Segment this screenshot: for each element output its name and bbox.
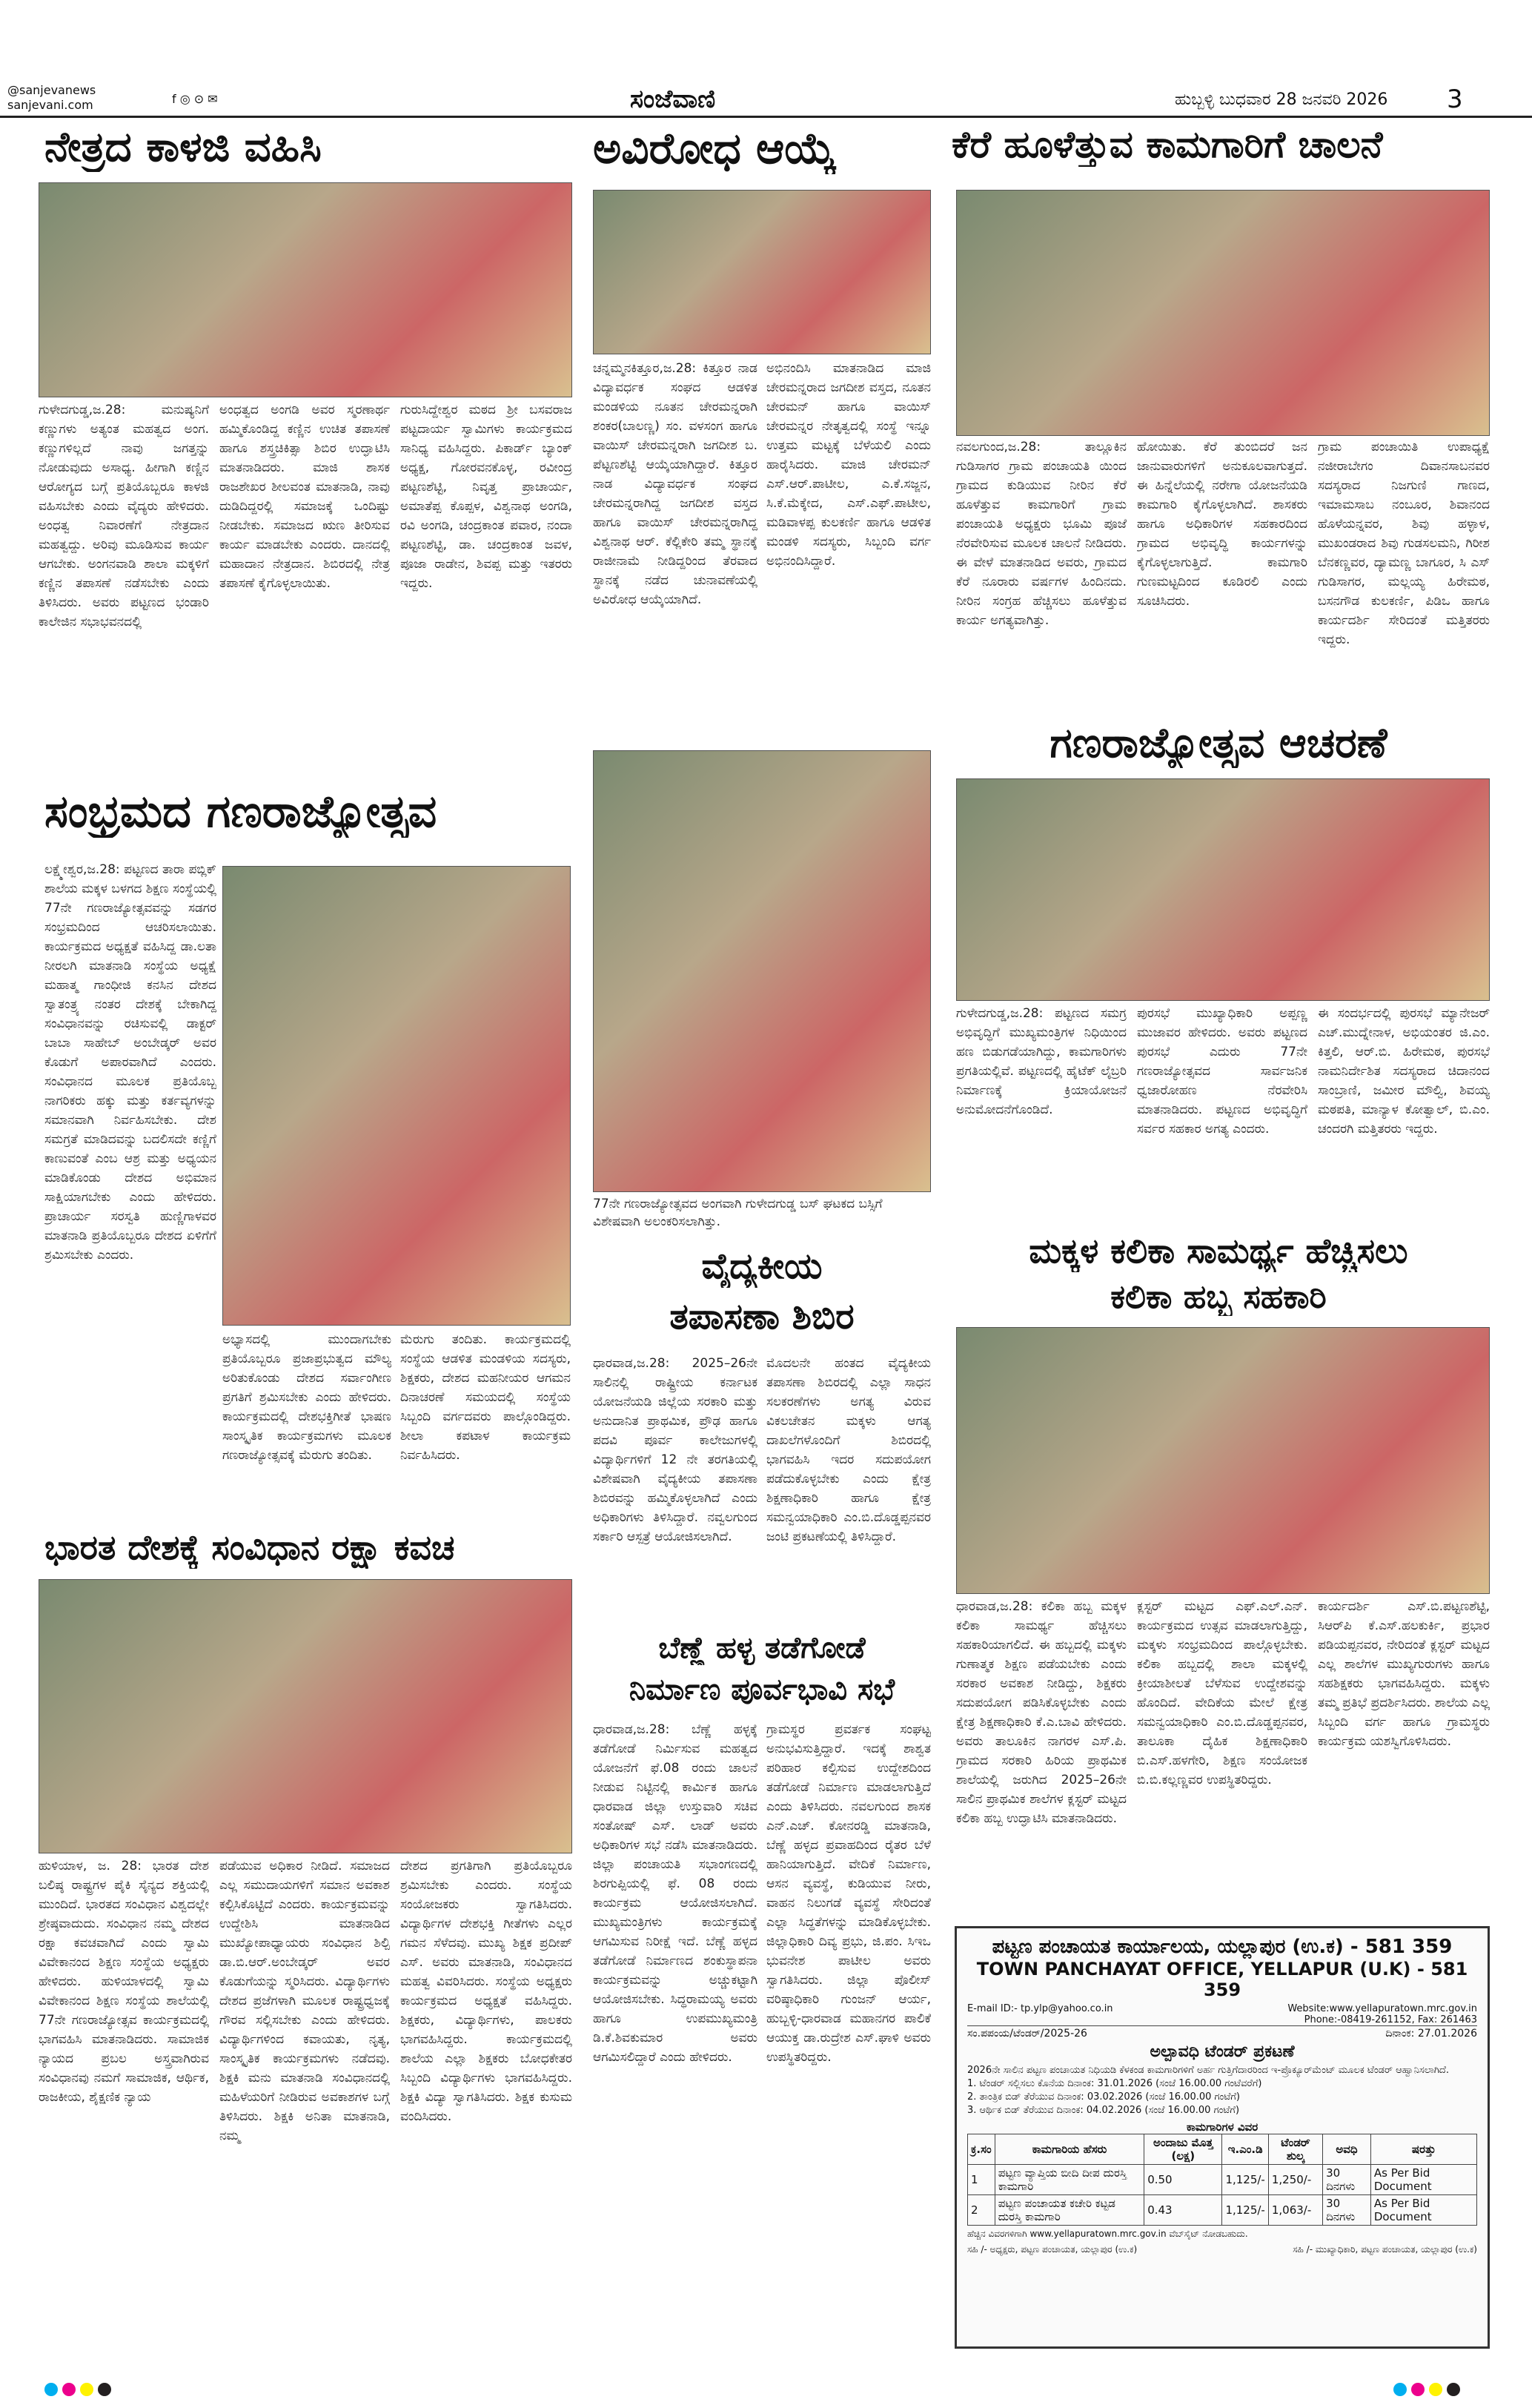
article-benne-col1: ಧಾರವಾಡ,ಜ.28: ಬೆಣ್ಣೆ ಹಳ್ಳಕ್ಕೆ ತಡೆಗೋಡೆ ನಿರ್ಮಿಸುವ ಮಹತ್ವದ ಯೋಜನೆಗೆ ಫೆ.08 ರಂದು ಚಾಲನೆ ನೀಡುವ ನಿಟ್ಟಿನಲ್ಲಿ ಕಾರ್ಮಿಕ ಹಾಗೂ ಧಾರವಾಡ ಜಿಲ್ಲಾ ಉಸ್ತುವಾರಿ ಸಚಿವ ಸಂತೋಷ್ ಎಸ್. ಲಾಡ್ ಅವರು ಅಧಿಕಾರಿಗಳ ಸಭೆ ನಡೆಸಿ ಮಾತನಾಡಿದರು. ಜಿಲ್ಲಾ ಪಂಚಾಯತಿ ಸಭಾಂಗಣದಲ್ಲಿ ಶಿರಗುಪ್ಪಿಯಲ್ಲಿ ಫೆ. 08 ರಂದು ಕಾರ್ಯಕ್ರಮ ಆಯೋಜಿಸಲಾಗಿದೆ. ಮುಖ್ಯಮಂತ್ರಿಗಳು ಕಾರ್ಯಕ್ರಮಕ್ಕೆ ಆಗಮಿಸುವ ನಿರೀಕ್ಷೆ ಇದೆ. ಬೆಣ್ಣೆ ಹಳ್ಳದ ತಡೆಗೋಡೆ ನಿರ್ಮಾಣದ ಶಂಕುಸ್ಥಾಪನಾ ಕಾರ್ಯಕ್ರಮವನ್ನು ಅಚ್ಚುಕಟ್ಟಾಗಿ ಆಯೋಜಿಸಬೇಕು. ಸಿದ್ಧರಾಮಯ್ಯ ಅವರು ಹಾಗೂ ಉಪಮುಖ್ಯಮಂತ್ರಿ ಡಿ.ಕೆ.ಶಿವಕುಮಾರ ಅವರು ಆಗಮಿಸಲಿದ್ದಾರೆ ಎಂದು ಹೇಳಿದರು. <box>593 1722 757 2065</box>
tender-signatures <box>967 2244 1477 2255</box>
article-kere-col1: ನವಲಗುಂದ,ಜ.28: ತಾಲ್ಲೂಕಿನ ಗುಡಿಸಾಗರ ಗ್ರಾಮ ಪಂಚಾಯತಿ ಯಿಂದ ಗ್ರಾಮದ ಕುಡಿಯುವ ನೀರಿನ ಕೆರೆ ಹೂಳೆತ್ತುವ ಕಾಮಗಾರಿಗೆ ಗ್ರಾಮ ಪಂಚಾಯತಿ ಅಧ್ಯಕ್ಷರು ಭೂಮಿ ಪೂಜೆ ನೆರವೇರಿಸುವ ಮೂಲಕ ಚಾಲನೆ ನೀಡಿದರು. ಈ ವೇಳೆ ಮಾತನಾಡಿದ ಅವರು, ಗ್ರಾಮದ ಕೆರೆ ನೂರಾರು ವರ್ಷಗಳ ಹಿಂದಿನದು. ನೀರಿನ ಸಂಗ್ರಹ ಹೆಚ್ಚಿಸಲು ಹೂಳೆತ್ತುವ ಕಾರ್ಯ ಅಗತ್ಯವಾಗಿತ್ತು. <box>956 440 1127 628</box>
registration-marks-left <box>44 2383 116 2399</box>
article-bharata-col2: ಪಡೆಯುವ ಅಧಿಕಾರ ನೀಡಿದೆ. ಸಮಾಜದ ಎಲ್ಲ ಸಮುದಾಯಗಳಿಗೆ ಸಮಾನ ಅವಕಾಶ ಕಲ್ಪಿಸಿಕೊಟ್ಟಿದೆ ಎಂದರು. ಕಾರ್ಯಕ್ರಮವನ್ನು ಉದ್ದೇಶಿಸಿ ಮಾತನಾಡಿದ ಮುಖ್ಯೋಪಾಧ್ಯಾಯರು ಸಂವಿಧಾನ ಶಿಲ್ಪಿ ಡಾ.ಬಿ.ಆರ್.ಅಂಬೇಡ್ಕರ್ ಅವರ ಕೊಡುಗೆಯನ್ನು ಸ್ಮರಿಸಿದರು. ವಿದ್ಯಾರ್ಥಿಗಳು ದೇಶದ ಪ್ರಜೆಗಳಾಗಿ ಮೂಲಕ ರಾಷ್ಟ್ರಧ್ವಜಕ್ಕೆ ಗೌರವ ಸಲ್ಲಿಸಬೇಕು ಎಂದು ಹೇಳಿದರು. ವಿದ್ಯಾರ್ಥಿಗಳಿಂದ ಕವಾಯತು, ನೃತ್ಯ, ಸಾಂಸ್ಕೃತಿಕ ಕಾರ್ಯಕ್ರಮಗಳು ನಡೆದವು. ಶಿಕ್ಷಕಿ ಮನು ಮಾತನಾಡಿ ಸಂವಿಧಾನದಲ್ಲಿ ಮಹಿಳೆಯರಿಗೆ ನೀಡಿರುವ ಅವಕಾಶಗಳ ಬಗ್ಗೆ ತಿಳಿಸಿದರು. ಶಿಕ್ಷಕಿ ಅನಿತಾ ಮಾತನಾಡಿ, ನಮ್ಮ <box>219 1859 390 2143</box>
article-bharata-col1: ಹುಳಿಯಾಳ, ಜ. 28: ಭಾರತ ದೇಶ ಬಲಿಷ್ಠ ರಾಷ್ಟ್ರಗಳ ಪೈಕಿ ಸೈನ್ಯದ ಶಕ್ತಿಯಲ್ಲಿ ಮುಂದಿದೆ. ಭಾರತದ ಸಂವಿಧಾನ ವಿಶ್ವದಲ್ಲೇ ಶ್ರೇಷ್ಠವಾದುದು. ಸಂವಿಧಾನ ನಮ್ಮ ದೇಶದ ರಕ್ಷಾ ಕವಚವಾಗಿದೆ ಎಂದು ಸ್ವಾಮಿ ವಿವೇಕಾನಂದ ಶಿಕ್ಷಣ ಸಂಸ್ಥೆಯ ಅಧ್ಯಕ್ಷರು ಹೇಳಿದರು. ಹುಳಿಯಾಳದಲ್ಲಿ ಸ್ವಾಮಿ ವಿವೇಕಾನಂದ ಶಿಕ್ಷಣ ಸಂಸ್ಥೆಯ ಶಾಲೆಯಲ್ಲಿ 77ನೇ ಗಣರಾಜ್ಯೋತ್ಸವ ಕಾರ್ಯಕ್ರಮದಲ್ಲಿ ಭಾಗವಹಿಸಿ ಮಾತನಾಡಿದರು. ಸಾಮಾಜಿಕ ನ್ಯಾಯದ ಪ್ರಬಲ ಅಸ್ತ್ರವಾಗಿರುವ ಸಂವಿಧಾನವು ನಮಗೆ ಸಾಮಾಜಿಕ, ಆರ್ಥಿಕ, ರಾಜಕೀಯ, ಶೈಕ್ಷಣಿಕ ನ್ಯಾಯ <box>39 1859 209 2105</box>
photo-eye-camp <box>39 182 572 397</box>
tender-dates: 1. ಟೆಂಡರ್ ಸಲ್ಲಿಸಲು ಕೊನೆಯ ದಿನಾಂಕ: 31.01.2026 (ಸಂಜೆ 16.00.00 ಗಂಟೆವರೆಗೆ) 2. ತಾಂತ್ರಿಕ ಬಿಡ್ ತೆರೆಯುವ ದಿನಾಂಕ: 03.02.2026 (ಸಂಜೆ 16.00.00 ಗಂಟೆಗೆ) 3. ಆರ್ಥಿಕ ಬಿಡ್ ತೆರೆಯುವ ದಿನಾಂಕ: 04.02.2026 (ಸಂಜೆ 16.00.00 ಗಂಟೆಗೆ) <box>967 2078 1262 2116</box>
article-kere-col3: ಗ್ರಾಮ ಪಂಚಾಯಿತಿ ಉಪಾಧ್ಯಕ್ಷೆ ನಜೀರಾಬೇಗಂ ದಿವಾನಸಾಬನವರ ಸದಸ್ಯರಾದ ನಿಜಗುಣಿ ಗಾಣದ, ಇಮಾಮಸಾಬ ನಂಬೂರ, ಶಿವಾನಂದ ಹೊಳೆಯನ್ನವರ, ಶಿವು ಹಳ್ಳಾಳ, ಮುಖಂಡರಾದ ಶಿವು ಗುಡಸಲಮನಿ, ಗಿರೀಶ ಬೆನಕಣ್ಣವರ, ದ್ಯಾಮಣ್ಣ ಬಾಗೂರ, ಸಿ ಎಸ್ ಗುಡಿಸಾಗರ, ಮಲ್ಲಯ್ಯ ಹಿರೇಮಠ, ಬಸನಗೌಡ ಕುಲಕರ್ಣಿ, ಪಿಡಿಒ ಹಾಗೂ ಕಾರ್ಯದರ್ಶಿ ಸೇರಿದಂತೆ ಮತ್ತಿತರರು ಇದ್ದರು. <box>1318 440 1490 647</box>
tender-table-title: ಕಾಮಗಾರಿಗಳ ವಿವರ <box>1186 2120 1259 2134</box>
tender-org-kn: ಪಟ್ಟಣ ಪಂಚಾಯತ ಕಾರ್ಯಾಲಯ, ಯಲ್ಲಾಪುರ (ಉ.ಕ) - 581 359 <box>992 1936 1453 1958</box>
photo-decorated-bus <box>593 750 931 1192</box>
headline-sambhrama: ಸಂಭ್ರಮದ ಗಣರಾಜ್ಯೋತ್ಸವ <box>44 786 437 838</box>
caption-bus: 77ನೇ ಗಣರಾಜ್ಯೋತ್ಸವದ ಅಂಗವಾಗಿ ಗುಳೇದಗುಡ್ಡ ಬಸ್ ಘಟಕದ ಬಸ್ಸಿಗೆ ವಿಶೇಷವಾಗಿ ಅಲಂಕರಿಸಲಾಗಿತ್ತು. <box>593 1197 883 1229</box>
yellow-swatch <box>1429 2383 1442 2396</box>
article-kalika-col3: ಕಾರ್ಯದರ್ಶಿ ಎಸ್.ಬಿ.ಪಟ್ಟಣಶೆಟ್ಟಿ, ಸಿಆರ್‌ಪಿ ಕೆ.ಎಸ್.ಹಲಕುರ್ಕಿ, ಪ್ರಭಾರ ಪಡಿಯಪ್ಪನವರ, ನೇರಿದಂತೆ ಕ್ಲಸ್ಟರ್ ಮಟ್ಟದ ಎಲ್ಲ ಶಾಲೆಗಳ ಮುಖ್ಯಗುರುಗಳು ಹಾಗೂ ಸಹಶಿಕ್ಷಕರು ಭಾಗವಹಿಸಿದ್ದರು. ಮಕ್ಕಳು ತಮ್ಮ ಪ್ರತಿಭೆ ಪ್ರದರ್ಶಿಸಿದರು. ಶಾಲೆಯ ಎಲ್ಲ ಸಿಬ್ಬಂದಿ ವರ್ಗ ಹಾಗೂ ಗ್ರಾಮಸ್ಥರು ಕಾರ್ಯಕ್ರಮ ಯಶಸ್ವಿಗೊಳಿಸಿದರು. <box>1318 1599 1490 1749</box>
photo-avirodha <box>593 190 931 354</box>
headline-acharane: ಗಣರಾಜ್ಯೋತ್ಸವ ಆಚರಣೆ <box>1049 719 1387 767</box>
article-vaidyakiya-col2: ಮೊದಲನೇ ಹಂತದ ವೈದ್ಯಕೀಯ ತಪಾಸಣಾ ಶಿಬಿರದಲ್ಲಿ ಎಲ್ಲಾ ಸಾಧನ ಸಲಕರಣೆಗಳು ಅಗತ್ಯ ವಿರುವ ವಿಕಲಚೇತನ ಮಕ್ಕಳು ಆಗತ್ಯ ದಾಖಲೆಗಳೊಂದಿಗೆ ಶಿಬಿರದಲ್ಲಿ ಭಾಗವಹಿಸಿ ಇದರ ಸದುಪಯೋಗ ಪಡೆದುಕೊಳ್ಳಬೇಕು ಎಂದು ಕ್ಷೇತ್ರ ಶಿಕ್ಷಣಾಧಿಕಾರಿ ಹಾಗೂ ಕ್ಷೇತ್ರ ಸಮನ್ವಯಾಧಿಕಾರಿ ಎಂ.ಬಿ.ದೊಡ್ಡಪ್ಪನವರ ಜಂಟಿ ಪ್ರಕಟಣೆಯಲ್ಲಿ ತಿಳಿಸಿದ್ದಾರೆ. <box>766 1356 931 1544</box>
headline-bharata: ಭಾರತ ದೇಶಕ್ಕೆ ಸಂವಿಧಾನ ರಕ್ಷಾ ಕವಚ <box>44 1527 455 1567</box>
headline-vaidyakiya-1: ವೈದ್ಯಕೀಯ <box>701 1246 823 1287</box>
masthead <box>0 0 1532 119</box>
table-header-row: ಕ್ರ.ಸಂ ಕಾಮಗಾರಿಯ ಹೆಸರು ಅಂದಾಜು ಮೊತ್ತ (ಲಕ್ಷ) ಇ.ಎಂ.ಡಿ ಟೆಂಡರ್ ಶುಲ್ಕ ಅವಧಿ ಷರತ್ತು <box>968 2134 1477 2165</box>
tender-org-en: TOWN PANCHAYAT OFFICE, YELLAPUR (U.K) - 581 359 <box>976 1959 1468 2000</box>
tender-title: ಅಲ್ಪಾವಧಿ ಟೆಂಡರ್ ಪ್ರಕಟಣೆ <box>1150 2042 1295 2061</box>
tender-phone: Phone:-08419-261152, Fax: 261463 <box>1304 2014 1477 2025</box>
headline-avirodha: ಅವಿರೋಧ ಆಯ್ಕೆ <box>593 123 837 173</box>
headline-vaidyakiya-2: ತಪಾಸಣಾ ಶಿಬಿರ <box>669 1296 855 1337</box>
edition-date: ಹುಬ್ಬಳ್ಳಿ ಬುಧವಾರ 28 ಜನವರಿ 2026 <box>1175 90 1388 109</box>
tender-date: ದಿನಾಂಕ: 27.01.2026 <box>1385 2028 1477 2040</box>
article-kalika-col2: ಕ್ಲಸ್ಟರ್ ಮಟ್ಟದ ಎಫ್.ಎಲ್.ಎನ್. ಕಾರ್ಯಕ್ರಮದ ಉತ್ಸವ ಮಾಡಲಾಗುತ್ತಿದ್ದು, ಮಕ್ಕಳು ಸಂಭ್ರಮದಿಂದ ಪಾಲ್ಗೊಳ್ಳಬೇಕು. ಕಲಿಕಾ ಹಬ್ಬದಲ್ಲಿ ಶಾಲಾ ಮಕ್ಕಳಲ್ಲಿ ಕ್ರೀಯಾಶೀಲತೆ ಬೆಳೆಸುವ ಉದ್ದೇಶವನ್ನು ಹೊಂದಿದೆ. ವೇದಿಕೆಯ ಮೇಲೆ ಕ್ಷೇತ್ರ ಸಮನ್ವಯಾಧಿಕಾರಿ ಎಂ.ಬಿ.ದೊಡ್ಡಪ್ಪನವರ, ತಾಲೂಕಾ ದೈಹಿಕ ಶಿಕ್ಷಣಾಧಿಕಾರಿ ಬಿ.ಎಸ್.ಹಳಗೇರಿ, ಶಿಕ್ಷಣ ಸಂಯೋಜಕ ಬಿ.ಬಿ.ಕಲ್ಲಣ್ಣವರ ಉಪಸ್ಥಿತರಿದ್ದರು. <box>1137 1599 1307 1787</box>
article-netra-col1: ಗುಳೇದಗುಡ್ಡ,ಜ.28: ಮನುಷ್ಯನಿಗೆ ಕಣ್ಣುಗಳು ಅತ್ಯಂತ ಮಹತ್ವದ ಅಂಗ. ಕಣ್ಣುಗಳಿಲ್ಲದೆ ನಾವು ಜಗತ್ತನ್ನು ನೋಡುವುದು ಅಸಾಧ್ಯ. ಹೀಗಾಗಿ ಕಣ್ಣಿನ ಆರೋಗ್ಯದ ಬಗ್ಗೆ ಪ್ರತಿಯೊಬ್ಬರೂ ಕಾಳಜಿ ವಹಿಸಬೇಕು ಎಂದು ವೈದ್ಯರು ಹೇಳಿದರು. ಅಂಧತ್ವ ನಿವಾರಣೆಗೆ ನೇತ್ರದಾನ ಮಹತ್ವದ್ದು. ಅರಿವು ಮೂಡಿಸುವ ಕಾರ್ಯ ಆಗಬೇಕು. ಅಂಗನವಾಡಿ ಶಾಲಾ ಮಕ್ಕಳಿಗೆ ಕಣ್ಣಿನ ತಪಾಸಣೆ ನಡೆಸಬೇಕು ಎಂದು ತಿಳಿಸಿದರು. ಅವರು ಪಟ್ಟಣದ ಭಂಡಾರಿ ಕಾಲೇಜಿನ ಸಭಾಭವನದಲ್ಲಿ <box>39 403 209 629</box>
tender-notice <box>955 1926 1490 2349</box>
cyan-swatch <box>44 2383 58 2396</box>
masthead-rule <box>0 116 1532 118</box>
article-acharane-col1: ಗುಳೇದಗುಡ್ಡ,ಜ.28: ಪಟ್ಟಣದ ಸಮಗ್ರ ಅಭಿವೃದ್ಧಿಗೆ ಮುಖ್ಯಮಂತ್ರಿಗಳ ನಿಧಿಯಿಂದ ಹಣ ಬಿಡುಗಡೆಯಾಗಿದ್ದು, ಕಾಮಗಾರಿಗಳು ಪ್ರಗತಿಯಲ್ಲಿವೆ. ಪಟ್ಟಣದಲ್ಲಿ ಹೈಟೆಕ್ ಲೈಬ್ರರಿ ನಿರ್ಮಾಣಕ್ಕೆ ಕ್ರಿಯಾಯೋಜನೆ ಅನುಮೋದನೆಗೊಂಡಿದೆ. <box>956 1006 1127 1117</box>
registration-marks-right <box>1393 2383 1465 2399</box>
social-handle: @sanjevanews sanjevani.com <box>7 83 96 112</box>
article-avirodha-col1: ಚನ್ನಮ್ಮನಕಿತ್ತೂರ,ಜ.28: ಕಿತ್ತೂರ ನಾಡ ವಿದ್ಯಾವರ್ಧಕ ಸಂಘದ ಆಡಳಿತ ಮಂಡಳಿಯ ನೂತನ ಚೇರಮನ್ನರಾಗಿ ಶಂಕರ(ಬಾಲಣ್ಣ) ಸಂ. ವಳಸಂಗ ಹಾಗೂ ವಾಯಿಸ್ ಚೇರಮನ್ನರಾಗಿ ಜಗದೀಶ ಬ. ಪೆಟ್ಟಣಶೆಟ್ಟಿ ಆಯ್ಕೆಯಾಗಿದ್ದಾರೆ. ಕಿತ್ತೂರ ನಾಡ ವಿದ್ಯಾವರ್ಧಕ ಸಂಘದ ಚೇರಮನ್ನರಾಗಿದ್ದ ಜಗದೀಶ ವಸ್ತದ ಹಾಗೂ ವಾಯಿಸ್ ಚೇರಮನ್ನರಾಗಿದ್ದ ವಿಶ್ವನಾಥ ಆರ್. ಕೆಲ್ಲಿಕೇರಿ ತಮ್ಮ ಸ್ಥಾನಕ್ಕೆ ರಾಜೀನಾಮೆ ನೀಡಿದ್ದರಿಂದ ತೆರವಾದ ಸ್ಥಾನಕ್ಕೆ ನಡೆದ ಚುನಾವಣೆಯಲ್ಲಿ ಅವಿರೋಧ ಆಯ್ಕೆಯಾಗಿದೆ. <box>593 361 757 607</box>
tender-body: 2026ನೇ ಸಾಲಿನ ಪಟ್ಟಣ ಪಂಚಾಯತ ನಿಧಿಯಡಿ ಕೆಳಕಂಡ ಕಾಮಗಾರಿಗಳಿಗೆ ಅರ್ಹ ಗುತ್ತಿಗೆದಾರರಿಂದ ಇ-ಪ್ರೊಕ್ಯೂರ್‌ಮೆಂಟ್ ಮೂಲಕ ಟೆಂಡರ್ ಆಹ್ವಾನಿಸಲಾಗಿದೆ. <box>967 2065 1449 2076</box>
tender-email: E-mail ID:- tp.ylp@yahoo.co.in <box>967 2003 1113 2014</box>
photo-republic-day <box>956 778 1490 1001</box>
table-row: 1 ಪಟ್ಟಣ ವ್ಯಾಪ್ತಿಯ ಬೀದಿ ದೀಪ ದುರಸ್ತಿ ಕಾಮಗಾರಿ 0.50 1,125/- 1,250/- 30 ದಿನಗಳು As Per Bid Document <box>968 2165 1477 2195</box>
magenta-swatch <box>1411 2383 1425 2396</box>
page-number: 3 <box>1447 85 1463 114</box>
black-swatch <box>1447 2383 1460 2396</box>
photo-kalika-habba <box>956 1327 1490 1594</box>
article-benne-col2: ಗ್ರಾಮಸ್ಥರ ಪ್ರವರ್ತಕ ಸಂಘಟ್ಟ ಅನುಭವಿಸುತ್ತಿದ್ದಾರೆ. ಇದಕ್ಕೆ ಶಾಶ್ವತ ಪರಿಹಾರ ಕಲ್ಪಿಸುವ ಉದ್ದೇಶದಿಂದ ತಡೆಗೋಡೆ ನಿರ್ಮಾಣ ಮಾಡಲಾಗುತ್ತಿದೆ ಎಂದು ತಿಳಿಸಿದರು. ನವಲಗುಂದ ಶಾಸಕ ಎನ್.ಎಚ್. ಕೋನರಡ್ಡಿ ಮಾತನಾಡಿ, ಬೆಣ್ಣೆ ಹಳ್ಳದ ಪ್ರವಾಹದಿಂದ ರೈತರ ಬೆಳೆ ಹಾನಿಯಾಗುತ್ತಿದೆ. ವೇದಿಕೆ ನಿರ್ಮಾಣ, ಆಸನ ವ್ಯವಸ್ಥೆ, ಕುಡಿಯುವ ನೀರು, ವಾಹನ ನಿಲುಗಡೆ ವ್ಯವಸ್ಥೆ ಸೇರಿದಂತೆ ಎಲ್ಲಾ ಸಿದ್ಧತೆಗಳನ್ನು ಮಾಡಿಕೊಳ್ಳಬೇಕು. ಜಿಲ್ಲಾಧಿಕಾರಿ ದಿವ್ಯ ಪ್ರಭು, ಜಿ.ಪಂ. ಸಿಇಒ ಭುವನೇಶ ಪಾಟೀಲ ಅವರು ಸ್ವಾಗತಿಸಿದರು. ಜಿಲ್ಲಾ ಪೊಲೀಸ್ ವರಿಷ್ಠಾಧಿಕಾರಿ ಗುಂಜನ್ ಆರ್ಯ, ಹುಬ್ಬಳ್ಳಿ-ಧಾರವಾಡ ಮಹಾನಗರ ಪಾಲಿಕೆ ಆಯುಕ್ತ ಡಾ.ರುದ್ರೇಶ ಎಸ್.ಘಾಳಿ ಅವರು ಉಪಸ್ಥಿತರಿದ್ದರು. <box>766 1722 931 2065</box>
article-sambhrama-col1: ಲಕ್ಷ್ಮೇಶ್ವರ,ಜ.28: ಪಟ್ಟಣದ ತಾರಾ ಪಬ್ಲಿಕ್ ಶಾಲೆಯ ಮಕ್ಕಳ ಬಳಗದ ಶಿಕ್ಷಣ ಸಂಸ್ಥೆಯಲ್ಲಿ 77ನೇ ಗಣರಾಜ್ಯೋತ್ಸವವನ್ನು ಸಡಗರ ಸಂಭ್ರಮದಿಂದ ಆಚರಿಸಲಾಯಿತು. ಕಾರ್ಯಕ್ರಮದ ಅಧ್ಯಕ್ಷತೆ ವಹಿಸಿದ್ದ ಡಾ.ಲತಾ ನೀರಲಗಿ ಮಾತನಾಡಿ ಸಂಸ್ಥೆಯ ಅಧ್ಯಕ್ಷೆ ಮಹಾತ್ಮ ಗಾಂಧೀಜಿ ಕನಸಿನ ದೇಶದ ಸ್ವಾತಂತ್ರ್ಯ ನಂತರ ದೇಶಕ್ಕೆ ಬೇಕಾಗಿದ್ದ ಸಂವಿಧಾನವನ್ನು ರಚಿಸುವಲ್ಲಿ ಡಾಕ್ಟರ್ ಬಾಬಾ ಸಾಹೇಬ್ ಅಂಬೇಡ್ಕರ್ ಅವರ ಕೊಡುಗೆ ಅಪಾರವಾಗಿದೆ ಎಂದರು. ಸಂವಿಧಾನದ ಮೂಲಕ ಪ್ರತಿಯೊಬ್ಬ ನಾಗರಿಕರು ಹಕ್ಕು ಮತ್ತು ಕರ್ತವ್ಯಗಳನ್ನು ಸಮಾನವಾಗಿ ನಿರ್ವಹಿಸಬೇಕು. ದೇಶ ಸಮಗ್ರತೆ ಮಾಡಿದವನ್ನು ಬದಲಿಸದೇ ಕಣ್ಣಿಗೆ ಕಾಣುವಂತೆ ಎಂಬ ಆಶ್ರ ಮತ್ತು ಅಧ್ಯಯನ ಮಾಡಿಕೊಂಡು ದೇಶದ ಅಭಿಮಾನ ಸಾಕ್ಷಿಯಾಗಬೇಕು ಎಂದು ಹೇಳಿದರು. ಪ್ರಾಚಾರ್ಯ ಸರಸ್ವತಿ ಹುಣ್ಣಿಗಾಳವರ ಮಾತನಾಡಿ ಪ್ರತಿಯೊಬ್ಬರೂ ದೇಶದ ಏಳಿಗೆಗೆ ಶ್ರಮಿಸಬೇಕು ಎಂದರು. <box>44 862 216 1263</box>
tender-footer: ಹೆಚ್ಚಿನ ವಿವರಗಳಿಗಾಗಿ www.yellapuratown.mrc.gov.in ವೆಬ್‌ಸೈಟ್ ನೋಡಬಹುದು. <box>967 2229 1248 2239</box>
cyan-swatch <box>1393 2383 1407 2396</box>
article-sambhrama-col3: ಮೆರುಗು ತಂದಿತು. ಕಾರ್ಯಕ್ರಮದಲ್ಲಿ ಸಂಸ್ಥೆಯ ಆಡಳಿತ ಮಂಡಳಿಯ ಸದಸ್ಯರು, ಶಿಕ್ಷಕರು, ದೇಶದ ಮಹನೀಯರ ಆಗಮನ ದಿನಾಚರಣೆ ಸಮಯದಲ್ಲಿ ಸಂಸ್ಥೆಯ ಸಿಬ್ಬಂದಿ ವರ್ಗದವರು ಪಾಲ್ಗೊಂಡಿದ್ದರು. ಶೀಲಾ ಕಪಟಾಳ ಕಾರ್ಯಕ್ರಮ ನಿರ್ವಹಿಸಿದರು. <box>400 1332 571 1463</box>
sign-right: ಸಹಿ /- ಮುಖ್ಯಾಧಿಕಾರಿ, ಪಟ್ಟಣ ಪಂಚಾಯತ, ಯಲ್ಲಾಪುರ (ಉ.ಕ) <box>1293 2244 1477 2255</box>
article-vaidyakiya-col1: ಧಾರವಾಡ,ಜ.28: 2025–26ನೇ ಸಾಲಿನಲ್ಲಿ ರಾಷ್ಟ್ರೀಯ ಕರ್ನಾಟಕ ಯೋಜನೆಯಡಿ ಜಿಲ್ಲೆಯ ಸರಕಾರಿ ಮತ್ತು ಅನುದಾನಿತ ಪ್ರಾಥಮಿಕ, ಪ್ರೌಢ ಹಾಗೂ ಪದವಿ ಪೂರ್ವ ಕಾಲೇಜುಗಳಲ್ಲಿ ವಿದ್ಯಾರ್ಥಿಗಳಿಗೆ 12 ನೇ ತರಗತಿಯಲ್ಲಿ ವಿಶೇಷವಾಗಿ ವೈದ್ಯಕೀಯ ತಪಾಸಣಾ ಶಿಬಿರವನ್ನು ಹಮ್ಮಿಕೊಳ್ಳಲಾಗಿದೆ ಎಂದು ಅಧಿಕಾರಿಗಳು ತಿಳಿಸಿದ್ದಾರೆ. ನವ್ವಲಗುಂದ ಸರ್ಕಾರಿ ಆಸ್ಪತ್ರೆ ಆಯೋಜಿಸಲಾಗಿದೆ. <box>593 1356 757 1544</box>
article-netra-col3: ಗುರುಸಿದ್ದೇಶ್ವರ ಮಠದ ಶ್ರೀ ಬಸವರಾಜ ಪಟ್ಟದಾರ್ಯ ಸ್ವಾಮಿಗಳು ಕಾರ್ಯಕ್ರಮದ ಸಾನಿಧ್ಯ ವಹಿಸಿದ್ದರು. ಪಿಕಾರ್ಡ್ ಬ್ಯಾಂಕ್ ಅಧ್ಯಕ್ಷ, ಗೋರವನಕೊಳ್ಳ, ರವೀಂದ್ರ ಪಟ್ಟಣಶೆಟ್ಟಿ, ನಿವೃತ್ತ ಪ್ರಾಚಾರ್ಯ, ಅಮಾತೆಪ್ಪ ಕೊಪ್ಪಳ, ವಿಶ್ವನಾಥ ಅಂಗಡಿ, ರವಿ ಅಂಗಡಿ, ಚಂದ್ರಕಾಂತ ಪವಾರ, ನಂದಾ ಪಟ್ಟಣಶೆಟ್ಟಿ, ಡಾ. ಚಂದ್ರಕಾಂತ ಜವಳ, ಪೂಜಾ ರಾಡೇನ, ಶಿವಪ್ಪ ಮತ್ತು ಇತರರು ಇದ್ದರು. <box>400 403 572 591</box>
photo-flag-hoisting <box>222 866 571 1326</box>
photo-lake-work <box>956 190 1490 436</box>
sign-left: ಸಹಿ /- ಅಧ್ಯಕ್ಷರು, ಪಟ್ಟಣ ಪಂಚಾಯತ, ಯಲ್ಲಾಪುರ (ಉ.ಕ) <box>967 2244 1138 2255</box>
headline-kalika-1: ಮಕ್ಕಳ ಕಲಿಕಾ ಸಾಮರ್ಥ್ಯ ಹೆಚ್ಚಿಸಲು <box>1029 1231 1408 1271</box>
article-acharane-col3: ಈ ಸಂದರ್ಭದಲ್ಲಿ ಪುರಸಭೆ ಮ್ಯಾನೇಜರ್ ಎಚ್.ಮುದ್ನೇನಾಳ, ಅಭಿಯಂತರ ಜಿ.ಎಂ. ಕಿತ್ತಲಿ, ಆರ್.ಬಿ. ಹಿರೇಮಠ, ಪುರಸಭೆ ನಾಮನಿರ್ದೇಶಿತ ಸದಸ್ಯರಾದ ಚಿದಾನಂದ ಸಾಂಬ್ರಾಣಿ, ಜಮೀರ ಮೌಲ್ವಿ, ಶಿವಯ್ಯ ಮಠಪತಿ, ಮಾನ್ಯಾಳ ಕೋತ್ವಾಲ್, ಬಿ.ಎಂ. ಚಂದರಗಿ ಮತ್ತಿತರರು ಇದ್ದರು. <box>1318 1006 1490 1137</box>
article-avirodha-col2: ಅಭಿನಂದಿಸಿ ಮಾತನಾಡಿದ ಮಾಜಿ ಚೇರಮನ್ನರಾದ ಜಗದೀಶ ವಸ್ತದ, ನೂತನ ಚೇರಮನ್ ಹಾಗೂ ವಾಯಿಸ್ ಚೇರಮನ್ನರ ನೇತೃತ್ವದಲ್ಲಿ ಸಂಸ್ಥೆ ಇನ್ನೂ ಉತ್ತಮ ಮಟ್ಟಕ್ಕೆ ಬೆಳೆಯಲಿ ಎಂದು ಹಾರೈಸಿದರು. ಮಾಜಿ ಚೇರಮನ್ ಎಸ್.ಆರ್.ಪಾಟೀಲ, ಎ.ಕೆ.ಸಜ್ಜನ, ಸಿ.ಕೆ.ಮೆಕ್ಕೇದ, ಎಸ್.ಎಫ್.ಪಾಟೀಲ, ಮಡಿವಾಳಪ್ಪ ಕುಲಕರ್ಣಿ ಹಾಗೂ ಆಡಳಿತ ಮಂಡಳಿ ಸದಸ್ಯರು, ಸಿಬ್ಬಂದಿ ವರ್ಗ ಅಭಿನಂದಿಸಿದ್ದಾರೆ. <box>766 361 931 569</box>
headline-netra: ನೇತ್ರದ ಕಾಳಜಿ ವಹಿಸಿ <box>44 123 322 171</box>
article-acharane-col2: ಪುರಸಭೆ ಮುಖ್ಯಾಧಿಕಾರಿ ಅಪ್ಪಣ್ಣ ಮುಜಾವರ ಹೇಳಿದರು. ಅವರು ಪಟ್ಟಣದ ಪುರಸಭೆ ಎದುರು 77ನೇ ಗಣರಾಜ್ಯೋತ್ಸವದ ಸಾರ್ವಜನಿಕ ಧ್ವಜಾರೋಹಣ ನೆರವೇರಿಸಿ ಮಾತನಾಡಿದರು. ಪಟ್ಟಣದ ಅಭಿವೃದ್ಧಿಗೆ ಸರ್ವರ ಸಹಕಾರ ಅಗತ್ಯ ಎಂದರು. <box>1137 1006 1307 1137</box>
article-netra-col2: ಅಂಧತ್ವದ ಅಂಗಡಿ ಅವರ ಸ್ಮರಣಾರ್ಥ ಹಮ್ಮಿಕೊಂಡಿದ್ದ ಕಣ್ಣಿನ ಉಚಿತ ತಪಾಸಣೆ ಹಾಗೂ ಶಸ್ತ್ರಚಿಕಿತ್ಸಾ ಶಿಬಿರ ಉದ್ಘಾಟಿಸಿ ಮಾತನಾಡಿದರು. ಮಾಜಿ ಶಾಸಕ ರಾಜಶೇಖರ ಶೀಲವಂತ ಮಾತನಾಡಿ, ನಾವು ದುಡಿದಿದ್ದರಲ್ಲಿ ಸಮಾಜಕ್ಕೆ ಒಂದಿಷ್ಟು ನೀಡಬೇಕು. ಸಮಾಜದ ಋಣ ತೀರಿಸುವ ಕಾರ್ಯ ಮಾಡಬೇಕು ಎಂದರು. ದಾನದಲ್ಲಿ ಮಹಾದಾನ ನೇತ್ರದಾನ. ಶಿಬಿರದಲ್ಲಿ ನೇತ್ರ ತಪಾಸಣೆ ಕೈಗೊಳ್ಳಲಾಯಿತು. <box>219 403 390 591</box>
tender-website: Website:www.yellapuratown.mrc.gov.in <box>1287 2003 1477 2014</box>
newspaper-logo: ಸಂಜೆವಾಣಿ <box>630 85 716 114</box>
article-sambhrama-col2: ಅಭ್ಯಾಸದಲ್ಲಿ ಮುಂದಾಗಬೇಕು ಪ್ರತಿಯೊಬ್ಬರೂ ಪ್ರಜಾಪ್ರಭುತ್ವದ ಮೌಲ್ಯ ಅರಿತುಕೊಂಡು ದೇಶದ ಸರ್ವಾಂಗೀಣ ಪ್ರಗತಿಗೆ ಶ್ರಮಿಸಬೇಕು ಎಂದು ಹೇಳಿದರು. ಕಾರ್ಯಕ್ರಮದಲ್ಲಿ ದೇಶಭಕ್ತಿಗೀತೆ ಭಾಷಣ ಸಾಂಸ್ಕೃತಿಕ ಕಾರ್ಯಕ್ರಮಗಳು ಮೂಲಕ ಗಣರಾಜ್ಯೋತ್ಸವಕ್ಕೆ ಮೆರುಗು ತಂದಿತು. <box>222 1332 391 1463</box>
photo-students-pyramid <box>39 1579 572 1853</box>
black-swatch <box>98 2383 111 2396</box>
tender-table <box>967 2134 1477 2226</box>
magenta-swatch <box>62 2383 76 2396</box>
headline-kere: ಕೆರೆ ಹೂಳೆತ್ತುವ ಕಾಮಗಾರಿಗೆ ಚಾಲನೆ <box>952 123 1383 166</box>
table-row: 2 ಪಟ್ಟಣ ಪಂಚಾಯತ ಕಚೇರಿ ಕಟ್ಟಡ ದುರಸ್ತಿ ಕಾಮಗಾರಿ 0.43 1,125/- 1,063/- 30 ದಿನಗಳು As Per Bid Document <box>968 2195 1477 2226</box>
headline-benne-1: ಬೆಣ್ಣೆ ಹಳ್ಳ ತಡೆಗೋಡೆ <box>658 1631 866 1665</box>
article-bharata-col3: ದೇಶದ ಪ್ರಗತಿಗಾಗಿ ಪ್ರತಿಯೊಬ್ಬರೂ ಶ್ರಮಿಸಬೇಕು ಎಂದರು. ಸಂಸ್ಥೆಯ ಸಂಯೋಜಕರು ಸ್ವಾಗತಿಸಿದರು. ವಿದ್ಯಾರ್ಥಿಗಳ ದೇಶಭಕ್ತಿ ಗೀತೆಗಳು ಎಲ್ಲರ ಗಮನ ಸೆಳೆದವು. ಮುಖ್ಯ ಶಿಕ್ಷಕ ಪ್ರದೀಪ್ ಎಸ್. ಅವರು ಮಾತನಾಡಿ, ಸಂವಿಧಾನದ ಮಹತ್ವ ವಿವರಿಸಿದರು. ಸಂಸ್ಥೆಯ ಅಧ್ಯಕ್ಷರು ಕಾರ್ಯಕ್ರಮದ ಅಧ್ಯಕ್ಷತೆ ವಹಿಸಿದ್ದರು. ಶಿಕ್ಷಕರು, ವಿದ್ಯಾರ್ಥಿಗಳು, ಪಾಲಕರು ಭಾಗವಹಿಸಿದ್ದರು. ಕಾರ್ಯಕ್ರಮದಲ್ಲಿ ಶಾಲೆಯ ಎಲ್ಲಾ ಶಿಕ್ಷಕರು ಬೋಧಕೇತರ ಸಿಬ್ಬಂದಿ ವಿದ್ಯಾರ್ಥಿಗಳು ಭಾಗವಹಿಸಿದ್ದರು. ಶಿಕ್ಷಕಿ ವಿದ್ಯಾ ಸ್ವಾಗತಿಸಿದರು. ಶಿಕ್ಷಕ ಕುಸುಮ ವಂದಿಸಿದರು. <box>400 1859 572 2124</box>
social-icons: f ◎ ⊙ ✉ <box>172 92 218 106</box>
tender-ref: ಸಂ.ಪಪಂಯ/ಟೆಂಡರ್/2025-26 <box>967 2028 1087 2040</box>
article-kalika-col1: ಧಾರವಾಡ,ಜ.28: ಕಲಿಕಾ ಹಬ್ಬ ಮಕ್ಕಳ ಕಲಿಕಾ ಸಾಮರ್ಥ್ಯ ಹೆಚ್ಚಿಸಲು ಸಹಕಾರಿಯಾಗಲಿದೆ. ಈ ಹಬ್ಬದಲ್ಲಿ ಮಕ್ಕಳು ಗುಣಾತ್ಮಕ ಶಿಕ್ಷಣ ಪಡೆಯಬೇಕು ಎಂದು ಸರಕಾರ ಅವಕಾಶ ನೀಡಿದ್ದು, ಶಿಕ್ಷಕರು ಸದುಪಯೋಗ ಪಡಿಸಿಕೊಳ್ಳಬೇಕು ಎಂದು ಕ್ಷೇತ್ರ ಶಿಕ್ಷಣಾಧಿಕಾರಿ ಕೆ.ಎ.ಬಾವಿ ಹೇಳಿದರು. ಅವರು ತಾಲೂಕಿನ ನಾಗರಳ ಎಸ್.ಪಿ. ಗ್ರಾಮದ ಸರಕಾರಿ ಹಿರಿಯ ಪ್ರಾಥಮಿಕ ಶಾಲೆಯಲ್ಲಿ ಜರುಗಿದ 2025–26ನೇ ಸಾಲಿನ ಪ್ರಾಥಮಿಕ ಶಾಲೆಗಳ ಕ್ಲಸ್ಟರ್ ಮಟ್ಟದ ಕಲಿಕಾ ಹಬ್ಬ ಉದ್ಘಾಟಿಸಿ ಮಾತನಾಡಿದರು. <box>956 1599 1127 1826</box>
tender-contacts <box>967 2003 1477 2014</box>
tender-ref-row <box>967 2025 1477 2040</box>
headline-kalika-2: ಕಲಿಕಾ ಹಬ್ಬ ಸಹಕಾರಿ <box>1110 1278 1327 1316</box>
yellow-swatch <box>80 2383 93 2396</box>
headline-benne-2: ನಿರ್ಮಾಣ ಪೂರ್ವಭಾವಿ ಸಭೆ <box>629 1673 895 1707</box>
article-kere-col2: ಹೋಯಿತು. ಕೆರೆ ತುಂಬಿದರೆ ಜನ ಜಾನುವಾರುಗಳಿಗೆ ಅನುಕೂಲವಾಗುತ್ತದೆ. ಈ ಹಿನ್ನೆಲೆಯಲ್ಲಿ ನರೇಗಾ ಯೋಜನೆಯಡಿ ಕಾಮಗಾರಿ ಕೈಗೊಳ್ಳಲಾಗಿದೆ. ಶಾಸಕರು ಹಾಗೂ ಅಧಿಕಾರಿಗಳ ಸಹಕಾರದಿಂದ ಗ್ರಾಮದ ಅಭಿವೃದ್ಧಿ ಕಾರ್ಯಗಳನ್ನು ಕೈಗೊಳ್ಳಲಾಗುತ್ತಿದೆ. ಕಾಮಗಾರಿ ಗುಣಮಟ್ಟದಿಂದ ಕೂಡಿರಲಿ ಎಂದು ಸೂಚಿಸಿದರು. <box>1137 440 1307 609</box>
